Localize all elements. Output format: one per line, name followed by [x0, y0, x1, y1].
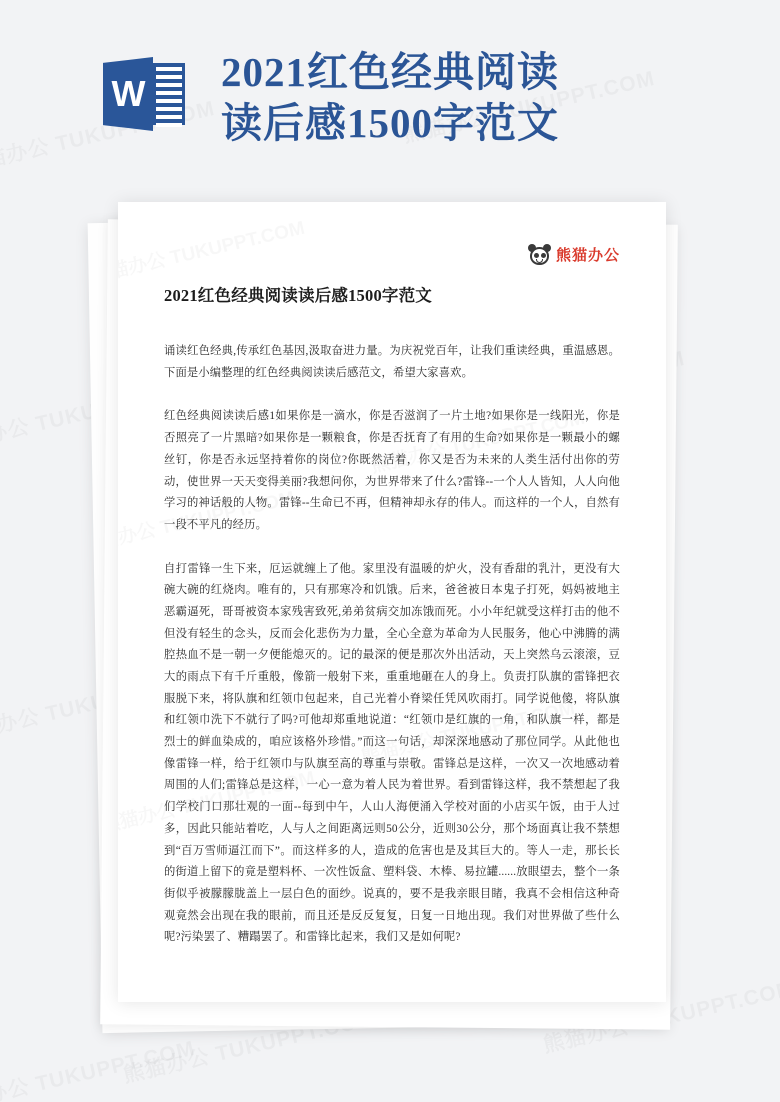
- banner-header: [0, 0, 780, 196]
- panda-eye-right: [541, 253, 546, 258]
- banner-title: [221, 47, 559, 150]
- document-page[interactable]: [118, 202, 666, 1002]
- banner-title-line-2: 读后感1500字范文: [221, 100, 559, 146]
- panda-logo-icon: [528, 244, 551, 267]
- document-paragraph: 诵读红色经典,传承红色基因,汲取奋进力量。为庆祝党百年，让我们重读经典，重温感恩。下面是小编整理的红色经典阅读读后感范文，希望大家喜欢。: [164, 345, 620, 379]
- brand-label: 熊猫办公: [555, 246, 620, 264]
- brand-mark: [164, 242, 620, 268]
- panda-mouth: [536, 259, 543, 263]
- document-title: 2021红色经典阅读读后感1500字范文: [164, 286, 432, 305]
- word-icon-lines: [153, 63, 185, 125]
- panda-eye-left: [534, 253, 539, 258]
- word-icon-letter: W: [111, 73, 145, 114]
- document-paragraph: 红色经典阅读读后感1如果你是一滴水，你是否滋润了一片土地?如果你是一线阳光，你是否照亮了一片黑暗?如果你是一颗粮食，你是否抚育了有用的生命?如果你是一颗最小的螺丝钉，你是否永远坚持着你的岗位?你既然活着，你又是否为未来的人类生活付出你的劳动，使世界一天天变得美丽?我想问你，为世界带来了什么?雷锋--一个人人皆知，人人向他学习的神话般的人物。雷锋--生命已不再，但精神却永存的伟人。而这样的一个人，自然有一段不平凡的经历。: [164, 410, 620, 531]
- document-content: [164, 242, 620, 949]
- microsoft-word-icon: [103, 51, 185, 139]
- banner-title-line-1: 2021红色经典阅读: [221, 48, 559, 95]
- document-paragraph: 自打雷锋一生下来，厄运就缠上了他。家里没有温暖的炉火，没有香甜的乳汁，更没有大碗大碗的红烧肉。唯有的，只有那寒冷和饥饿。后来，爸爸被日本鬼子打死，妈妈被地主恶霸逼死，哥哥被资本家残害致死,弟弟贫病交加冻饿而死。小小年纪就受这样打击的他不但没有轻生的念头，反而会化悲伤为力量，全心全意为革命为人民服务，他心中沸腾的满腔热血不是一朝一夕便能熄灭的。记的最深的便是那次外出活动，天上突然乌云滚滚，豆大的雨点下有千斤重般，像箭一般射下来，重重地砸在人的身上。负责打队旗的雷锋把衣服脱下来，将队旗和红领巾包起来，自己光着小脊梁任凭风吹雨打。同学说他傻，将队旗和红领巾洗下不就行了吗?可他却郑重地说道：“红领巾是红旗的一角，和队旗一样，都是烈士的鲜血染成的，咱应该格外珍惜。”而这一句话，却深深地感动了那位同学。从此他也像雷锋一样，给于红领巾与队旗至高的尊重与崇敬。雷锋总是这样，一次又一次地感动着周围的人们;雷锋总是这样，一心一意为着人民为着世界。看到雷锋这样，我不禁想起了我们学校门口那壮观的一面--每到中午，人山人海便涌入学校对面的小店买午饭，由于人过多，因此只能站着吃，人与人之间距离远则50公分，近则30公分，那个场面真让我不禁想到“百万雪师逼江而下”。而这样多的人，造成的危害也是及其巨大的。等人一走，那长长的街道上留下的竟是塑料杯、一次性饭盒、塑料袋、木棒、易拉罐......放眼望去，整个一条街似乎被朦朦胧盖上一层白色的面纱。说真的，要不是我亲眼目睹，我真不会相信这种奇观竟然会出现在我的眼前，而且还是反反复复，日复一日地出现。我们对世界做了些什么呢?污染罢了、糟蹋罢了。和雷锋比起来，我们又是如何呢?: [164, 562, 620, 944]
- watermark-text: [0, 1032, 198, 1102]
